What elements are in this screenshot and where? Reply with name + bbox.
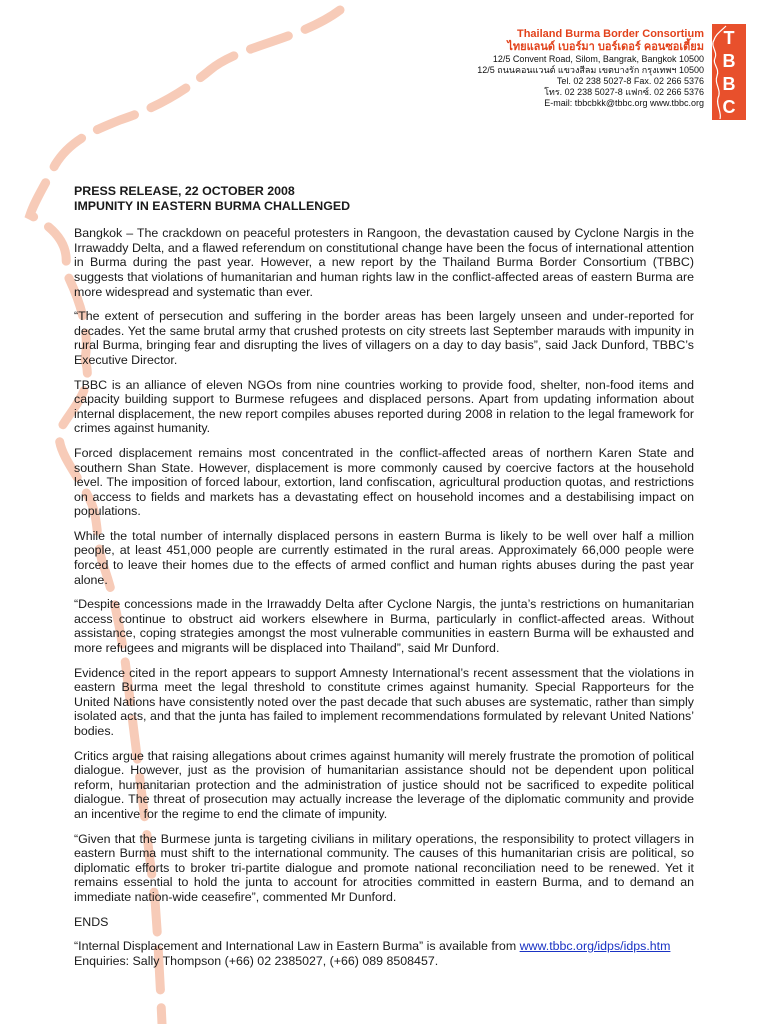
org-name: Thailand Burma Border Consortium (516, 28, 704, 40)
paragraph: “The extent of persecution and suffering in the border areas has been largely unseen and under-reported for decades. Yet the same brutal army that crushed protests on city streets last September marauds with impunity in rural Burma, bringing fear and disrupting the lives of villagers on a day to day basis”, said Jack Dunford, TBBC’s Executive Director. (74, 309, 694, 367)
address-en: 12/5 Convent Road, Silom, Bangrak, Bangkok 10500 (492, 54, 704, 64)
letterhead (477, 24, 746, 122)
paragraph: Evidence cited in the report appears to support Amnesty International’s recent assessment that the violations in eastern Burma meet the legal threshold to constitute crimes against humanity. Special Rapporteurs for the United Nations have consistently noted over the past decade that such abuses are systematic, rather than simply isolated acts, and that the junta has failed to implement recommendations formulated by relevant United Nations’ bodies. (74, 665, 694, 738)
phone-en: Tel. 02 238 5027-8 Fax. 02 266 5376 (556, 76, 704, 86)
paragraph: Forced displacement remains most concentrated in the conflict-affected areas of northern Karen State and southern Shan State. However, displacement is more commonly caused by coercive factors at the household level. The imposition of forced labour, extortion, land confiscation, agricultural production quotas, and restrictions on access to fields and markets has a devastating effect on household incomes and a destabilising impact on populations. (74, 445, 694, 519)
ends-marker: ENDS (74, 914, 109, 929)
tbbc-logo (712, 24, 746, 120)
availability-line (74, 939, 694, 968)
logo-letter-b1: B (722, 51, 736, 71)
enquiries-text: Enquiries: Sally Thompson (+66) 02 2385027, (+66) 089 8508457. (74, 953, 439, 968)
paragraph: Critics argue that raising allegations about crimes against humanity will merely frustrate the promotion of political dialogue. However, just as the provision of humanitarian assistance should not be dependent upon political reform, humanitarian protection and the administration of justice should not be sacrificed to expedite political dialogue. The threat of prosecution may actually increase the leverage of the diplomatic community and provide an incentive for the regime to end the climate of impunity. (74, 748, 694, 821)
contact-block (477, 24, 704, 109)
logo-letter-b2: B (722, 74, 736, 94)
paragraph: Bangkok – The crackdown on peaceful protesters in Rangoon, the devastation caused by Cyclone Nargis in the Irrawaddy Delta, and a flawed referendum on constitutional change have been the focus of international attention in Burma during the past year. However, a new report by the Thailand Burma Border Consortium (TBBC) suggests that violations of humanitarian and human rights law in the conflict-affected areas of eastern Burma are more widespread and systematic than ever. (74, 226, 694, 299)
availability-text: “Internal Displacement and International Law in Eastern Burma” is available from (74, 939, 520, 954)
org-name-thai: ไทยแลนด์ เบอร์มา บอร์เดอร์ คอนซอเตี้ยม (507, 41, 704, 53)
address-th: 12/5 ถนนคอนแวนต์ แขวงสีลม เขตบางรัก กรุงเทพฯ 10500 (477, 65, 704, 75)
email-web: E-mail: tbbcbkk@tbbc.org www.tbbc.org (544, 98, 704, 108)
release-headline: IMPUNITY IN EASTERN BURMA CHALLENGED (74, 198, 351, 213)
paragraph: TBBC is an alliance of eleven NGOs from nine countries working to provide food, shelter, non-food items and capacity building support to Burmese refugees and displaced persons. Apart from updating information about internal displacement, the new report compiles abuses reported during 2008 in relation to the legal framework for crimes against humanity. (74, 377, 694, 436)
paragraph: “Despite concessions made in the Irrawaddy Delta after Cyclone Nargis, the junta’s restrictions on humanitarian access continue to obstruct aid workers elsewhere in Burma, particularly in conflict-affected areas. Without assistance, coping strategies amongst the most vulnerable communities in eastern Burma will be exhausted and more refugees and migrants will be displaced into Thailand”, said Mr Dunford. (74, 597, 694, 656)
press-release-body (74, 184, 694, 968)
paragraph: While the total number of internally displaced persons in eastern Burma is likely to be well over half a million people, at least 451,000 people are currently estimated in the rural areas. Approximately 66,000 people were forced to leave their homes due to the effects of armed conflict and human rights abuses during the past year alone. (74, 528, 694, 587)
release-date-title: PRESS RELEASE, 22 OCTOBER 2008 (74, 184, 295, 198)
paragraph: “Given that the Burmese junta is targeting civilians in military operations, the responsibility to protect villagers in eastern Burma must shift to the international community. The causes of this humanitarian crisis are political, so diplomatic efforts to broker tri-partite dialogue and promote national reconciliation need to be renewed. Yet it remains essential to hold the junta to account for atrocities committed in eastern Burma, and to demand an immediate nation-wide ceasefire”, commented Mr Dunford. (74, 831, 694, 904)
logo-letter-t: T (723, 28, 735, 48)
report-link[interactable]: www.tbbc.org/idps/idps.htm (519, 939, 671, 954)
phone-th: โทร. 02 238 5027-8 แฟกซ์. 02 266 5376 (544, 87, 704, 97)
logo-letter-c: C (722, 97, 736, 117)
